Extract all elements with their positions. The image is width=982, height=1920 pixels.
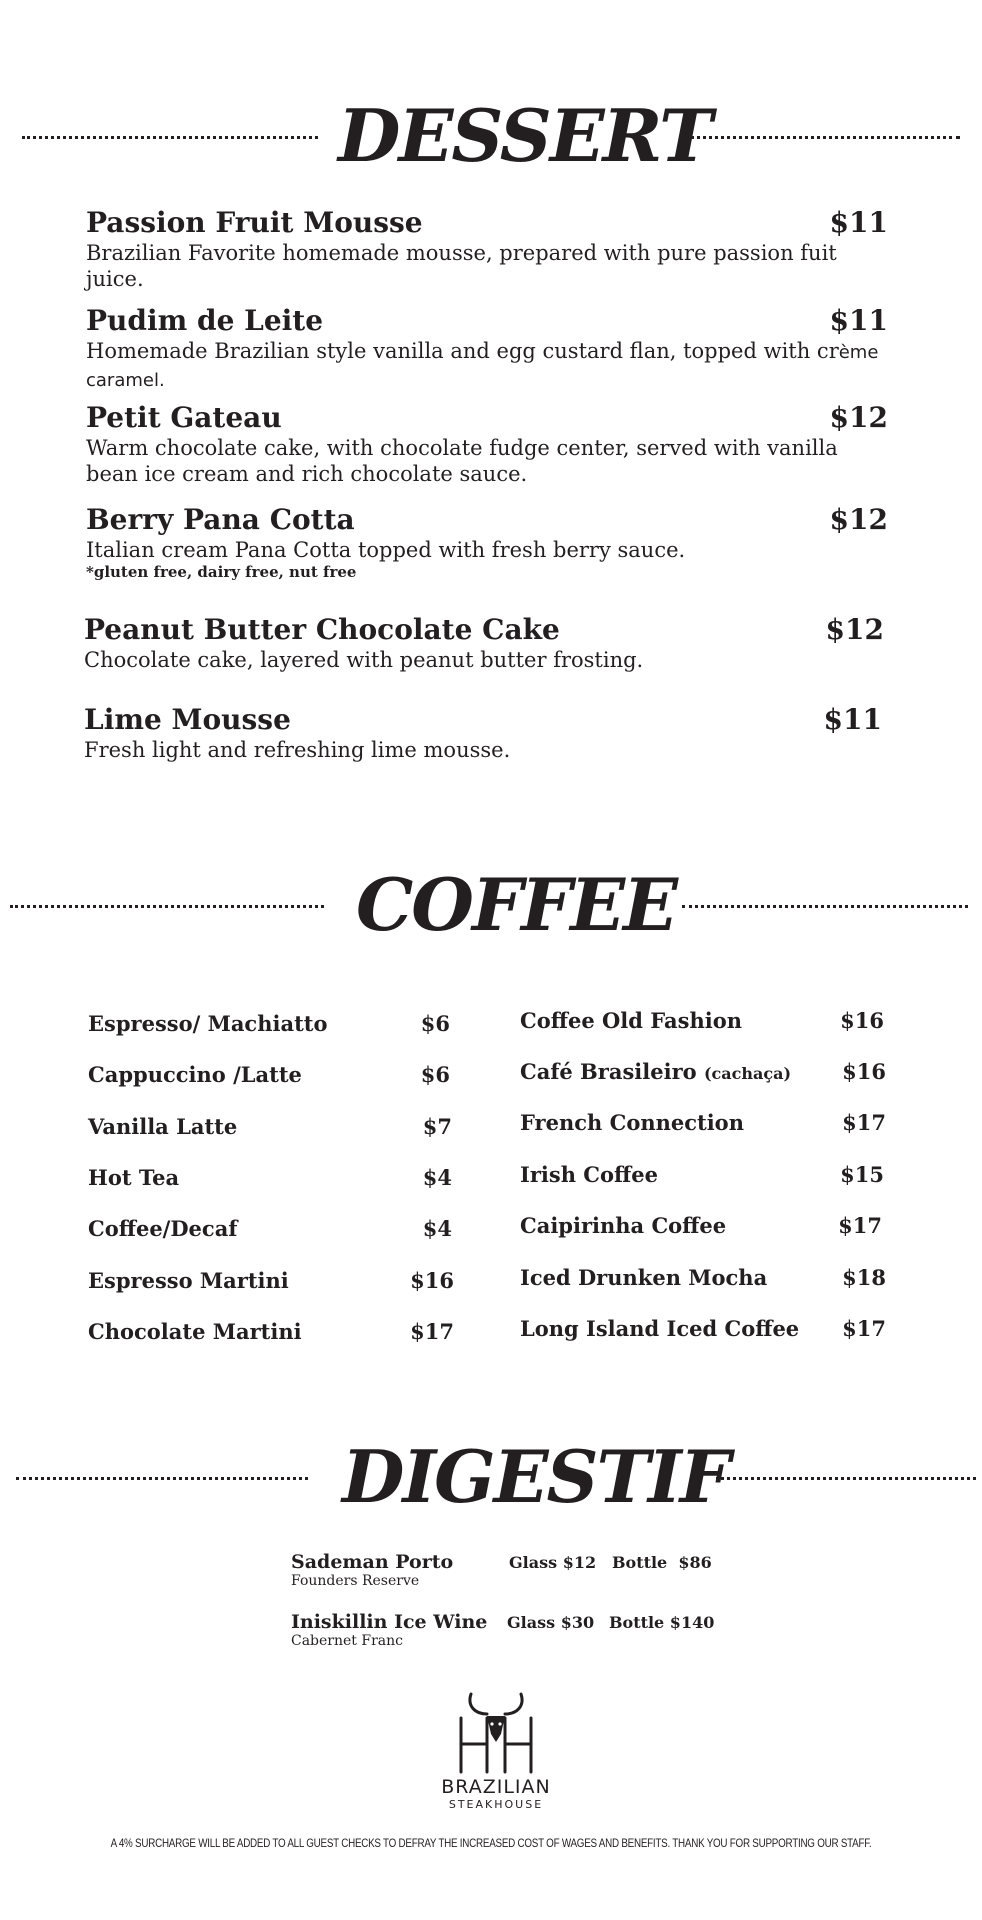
item-name: Sademan Porto <box>291 1551 454 1573</box>
menu-item <box>86 206 886 292</box>
item-description-tail: ème caramel. <box>86 342 879 391</box>
digestif-header <box>0 1434 982 1519</box>
coffee-header <box>0 862 982 947</box>
bull-icon <box>451 1690 541 1776</box>
item-name <box>520 1058 791 1088</box>
brand-subtitle: STEAKHOUSE <box>448 1798 544 1811</box>
item-price: $4 <box>422 1165 452 1190</box>
menu-item <box>86 401 886 487</box>
menu-item <box>86 503 886 581</box>
item-name: Caipirinha Coffee <box>520 1213 727 1238</box>
item-subtitle: Cabernet Franc <box>291 1633 403 1649</box>
item-price: $7 <box>422 1114 452 1139</box>
item-name: Chocolate Martini <box>88 1319 302 1344</box>
menu-item <box>84 703 884 763</box>
item-name: Hot Tea <box>88 1165 180 1190</box>
item-qualifier: (cachaça) <box>703 1064 792 1083</box>
dessert-title: DESSERT <box>338 93 711 178</box>
divider-right <box>684 136 960 139</box>
item-description: Brazilian Favorite homemade mousse, prepared with pure passion fuit juice. <box>86 241 837 291</box>
divider-right <box>682 905 968 908</box>
digestif-item <box>291 1611 791 1649</box>
item-name: Espresso/ Machiatto <box>88 1011 328 1036</box>
item-name: Petit Gateau <box>86 401 282 434</box>
item-name: Cappuccino /Latte <box>88 1062 302 1087</box>
item-name: Iced Drunken Mocha <box>520 1265 768 1290</box>
item-name: Pudim de Leite <box>86 304 324 337</box>
item-name: Iniskillin Ice Wine <box>291 1611 488 1633</box>
item-name: Vanilla Latte <box>88 1114 238 1139</box>
item-price: $11 <box>823 703 882 736</box>
item-price: $17 <box>410 1319 454 1344</box>
item-name: Berry Pana Cotta <box>86 503 355 536</box>
item-price: $16 <box>842 1059 886 1084</box>
item-name: Coffee/Decaf <box>88 1216 238 1241</box>
item-price: $17 <box>842 1110 886 1135</box>
item-name: Passion Fruit Mousse <box>86 206 423 239</box>
item-price: $16 <box>840 1008 884 1033</box>
bottle-price: Bottle $140 <box>609 1613 715 1632</box>
divider-right <box>716 1477 976 1480</box>
item-price: $6 <box>420 1062 450 1087</box>
item-name: French Connection <box>520 1110 744 1135</box>
item-price: $16 <box>410 1268 454 1293</box>
item-description: Chocolate cake, layered with peanut butter frosting. <box>84 648 644 672</box>
item-name: Coffee Old Fashion <box>520 1008 742 1033</box>
item-price: $12 <box>829 503 888 536</box>
glass-price: Glass $12 <box>509 1553 597 1572</box>
divider-left <box>16 1477 308 1480</box>
bottle-price: Bottle $86 <box>612 1553 712 1572</box>
item-name: Irish Coffee <box>520 1162 658 1187</box>
item-description-main: Homemade Brazilian style vanilla and egg custard flan, topped with cr <box>86 339 839 363</box>
item-price: $17 <box>838 1213 882 1238</box>
item-name: Peanut Butter Chocolate Cake <box>84 613 560 646</box>
glass-price: Glass $30 <box>507 1613 595 1632</box>
item-price: $15 <box>840 1162 884 1187</box>
item-price: $12 <box>829 401 888 434</box>
item-name-text: Café Brasileiro <box>520 1059 697 1084</box>
item-description: Italian cream Pana Cotta topped with fresh berry sauce. <box>86 538 686 562</box>
digestif-title: DIGESTIF <box>342 1434 729 1519</box>
item-price: $11 <box>829 206 888 239</box>
dessert-header <box>0 93 982 178</box>
item-name: Espresso Martini <box>88 1268 289 1293</box>
divider-left <box>22 136 318 139</box>
item-description: Warm chocolate cake, with chocolate fudge center, served with vanilla bean ice cream and rich chocolate sauce. <box>86 436 838 486</box>
dietary-note: *gluten free, dairy free, nut free <box>86 563 357 581</box>
menu-item <box>86 304 886 394</box>
item-price: $6 <box>420 1011 450 1036</box>
item-price: $17 <box>842 1316 886 1341</box>
brand-name: BRAZILIAN <box>441 1776 551 1798</box>
coffee-title: COFFEE <box>356 862 677 947</box>
brand-logo <box>420 1690 572 1810</box>
item-description <box>86 338 896 394</box>
divider-left <box>10 905 324 908</box>
item-price: $12 <box>825 613 884 646</box>
item-name: Lime Mousse <box>84 703 291 736</box>
item-price: $18 <box>842 1265 886 1290</box>
item-price: $11 <box>829 304 888 337</box>
item-subtitle: Founders Reserve <box>291 1573 420 1589</box>
item-price: $4 <box>422 1216 452 1241</box>
surcharge-notice: A 4% SURCHARGE WILL BE ADDED TO ALL GUEST CHECKS TO DEFRAY THE INCREASED COST OF WAGES AND BENEFITS. THANK YOU FOR SUPPORTING OUR STAFF. <box>110 1836 872 1850</box>
item-description: Fresh light and refreshing lime mousse. <box>84 738 511 762</box>
menu-item <box>84 613 884 673</box>
item-name: Long Island Iced Coffee <box>520 1316 800 1341</box>
digestif-item <box>291 1551 791 1589</box>
